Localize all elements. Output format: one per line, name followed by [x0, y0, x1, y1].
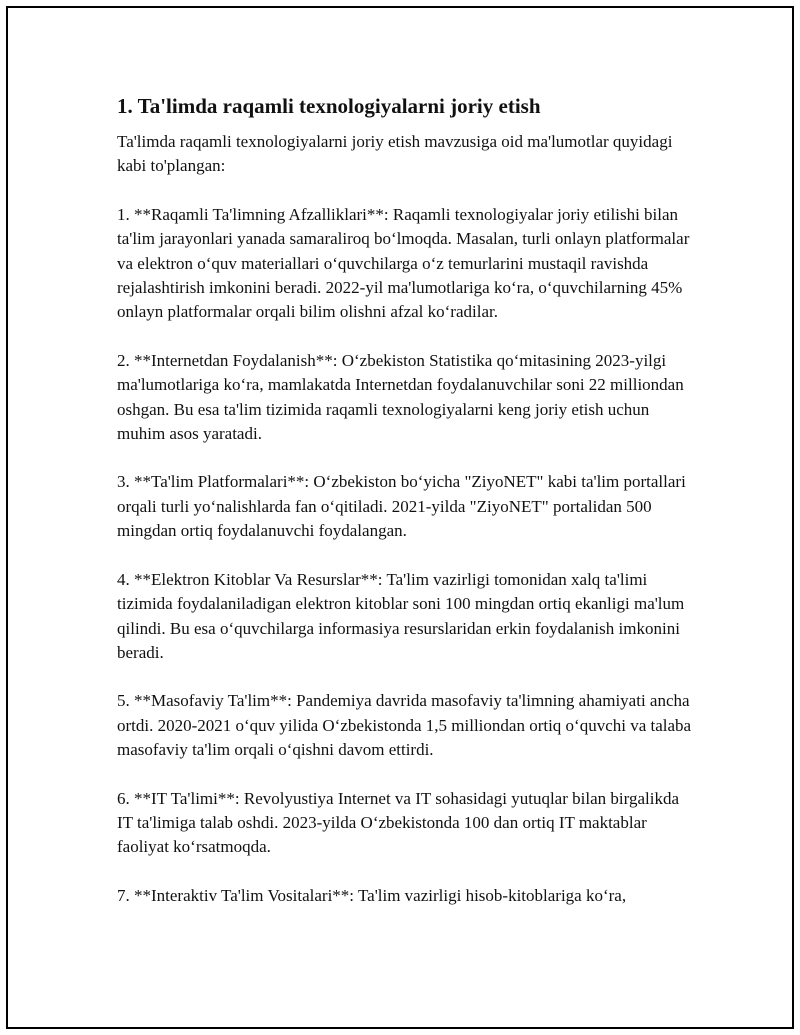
list-item: 4. **Elektron Kitoblar Va Resurslar**: Ta'lim vazirligi tomonidan xalq ta'limi tizimida foydalaniladigan elektron kitoblar soni 100 mingdan ortiq ekanligi ma'lum qilindi. Bu esa o‘quvchilarga informasiya resurslaridan erkin foydalanish imkonini beradi.: [117, 569, 685, 662]
list-item: 5. **Masofaviy Ta'lim**: Pandemiya davrida masofaviy ta'limning ahamiyati ancha ortdi. 2020-2021 o‘quv yilida O‘zbekistonda 1,5 milliondan ortiq o‘quvchi va talaba masofaviy ta'lim orqali o‘qishni davom ettirdi.: [117, 691, 692, 760]
list-item: 3. **Ta'lim Platformalari**: O‘zbekiston bo‘yicha "ZiyoNET" kabi ta'lim portallari orqali turli yo‘nalishlarda fan o‘qitiladi. 2021-yilda "ZiyoNET" portalidan 500 mingdan ortiq foydalanuvchi foydalangan.: [117, 472, 686, 541]
document-body: [117, 92, 697, 908]
list-item: 1. **Raqamli Ta'limning Afzalliklari**: Raqamli texnologiyalar joriy etilishi bilan ta'lim jarayonlari yanada samaraliroq bo‘lmoqda. Masalan, turli onlayn platformalar va elektron o‘quv materiallari o‘quvchilarga o‘z temurlarini mustaqil ravishda rejalashtirish imkonini beradi. 2022-yil ma'lumotlariga ko‘ra, o‘quvchilarning 45% onlayn platformalar orqali bilim olishni afzal ko‘radilar.: [117, 204, 690, 322]
list-item: 7. **Interaktiv Ta'lim Vositalari**: Ta'lim vazirligi hisob-kitoblariga ko‘ra,: [117, 885, 627, 905]
list-item: 6. **IT Ta'limi**: Revolyustiya Internet va IT sohasidagi yutuqlar bilan birgalikda IT ta'limiga talab oshdi. 2023-yilda O‘zbekistonda 100 dan ortiq IT maktablar faoliyat ko‘rsatmoqda.: [117, 788, 679, 857]
document-title: 1. Ta'limda raqamli texnologiyalarni joriy etish: [117, 94, 541, 118]
list-item: 2. **Internetdan Foydalanish**: O‘zbekiston Statistika qo‘mitasining 2023-yilgi ma'lumotlariga ko‘ra, mamlakatda Internetdan foydalanuvchilar soni 22 milliondan oshgan. Bu esa ta'lim tizimida raqamli texnologiyalarni keng joriy etish uchun muhim asos yaratadi.: [117, 350, 684, 444]
intro-paragraph: Ta'limda raqamli texnologiyalarni joriy etish mavzusiga oid ma'lumotlar quyidagi kabi to'plangan:: [117, 132, 673, 176]
